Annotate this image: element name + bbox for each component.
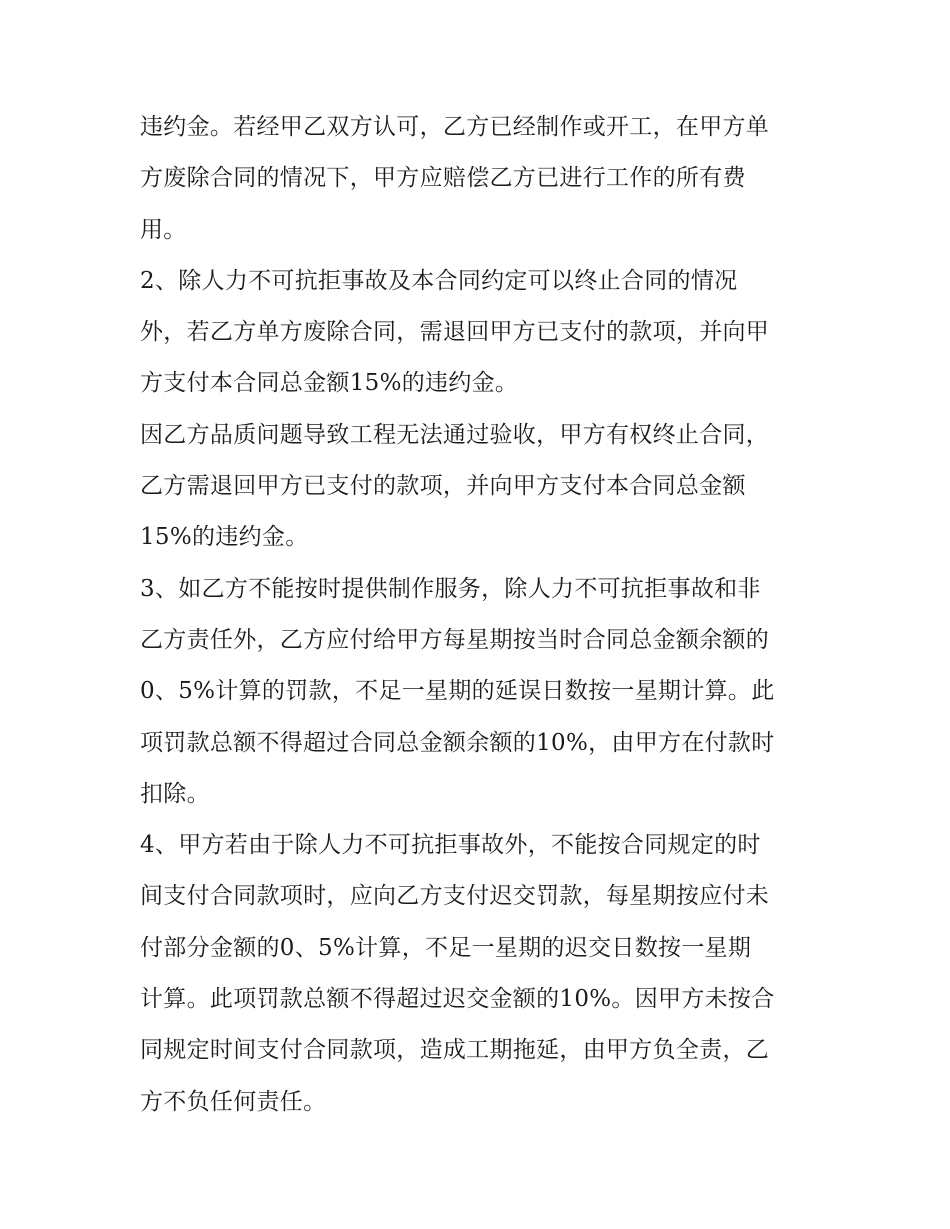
text-line-4: 2、除人力不可抗拒事故及本合同约定可以终止合同的情况 [140, 267, 738, 294]
text-line-14: 扣除。 [140, 780, 210, 807]
text-line-12: 0、5%计算的罚款，不足一星期的延误日数按一星期计算。此 [140, 678, 775, 705]
text-line-8: 乙方需退回甲方已支付的款项，并向甲方支付本合同总金额 [140, 473, 746, 500]
text-line-17: 付部分金额的0、5%计算，不足一星期的迟交日数按一星期 [140, 934, 752, 961]
text-line-7: 因乙方品质问题导致工程无法通过验收，甲方有权终止合同， [140, 421, 770, 448]
text-line-20: 方不负任何责任。 [140, 1088, 327, 1115]
text-line-11: 乙方责任外，乙方应付给甲方每星期按当时合同总金额余额的 [140, 626, 770, 653]
text-line-5: 外，若乙方单方废除合同，需退回甲方已支付的款项，并向甲 [140, 319, 770, 346]
text-line-9: 15%的违约金。 [140, 524, 309, 551]
text-line-1: 违约金。若经甲乙双方认可，乙方已经制作或开工，在甲方单 [140, 114, 770, 140]
text-line-19: 同规定时间支付合同款项，造成工期拖延，由甲方负全责，乙 [140, 1037, 770, 1064]
text-line-2: 方废除合同的情况下，甲方应赔偿乙方已进行工作的所有费 [140, 165, 746, 192]
document-body [140, 102, 820, 1128]
text-line-10: 3、如乙方不能按时提供制作服务，除人力不可抗拒事故和非 [140, 575, 761, 602]
text-line-13: 项罚款总额不得超过合同总金额余额的10%，由甲方在付款时 [140, 729, 775, 756]
text-line-18: 计算。此项罚款总额不得超过迟交金额的10%。因甲方未按合 [140, 986, 775, 1013]
text-line-15: 4、甲方若由于除人力不可抗拒事故外，不能按合同规定的时 [140, 832, 761, 859]
text-line-16: 间支付合同款项时，应向乙方支付迟交罚款，每星期按应付未 [140, 883, 770, 910]
text-line-3: 用。 [140, 216, 187, 243]
text-line-6: 方支付本合同总金额15%的违约金。 [140, 370, 519, 397]
